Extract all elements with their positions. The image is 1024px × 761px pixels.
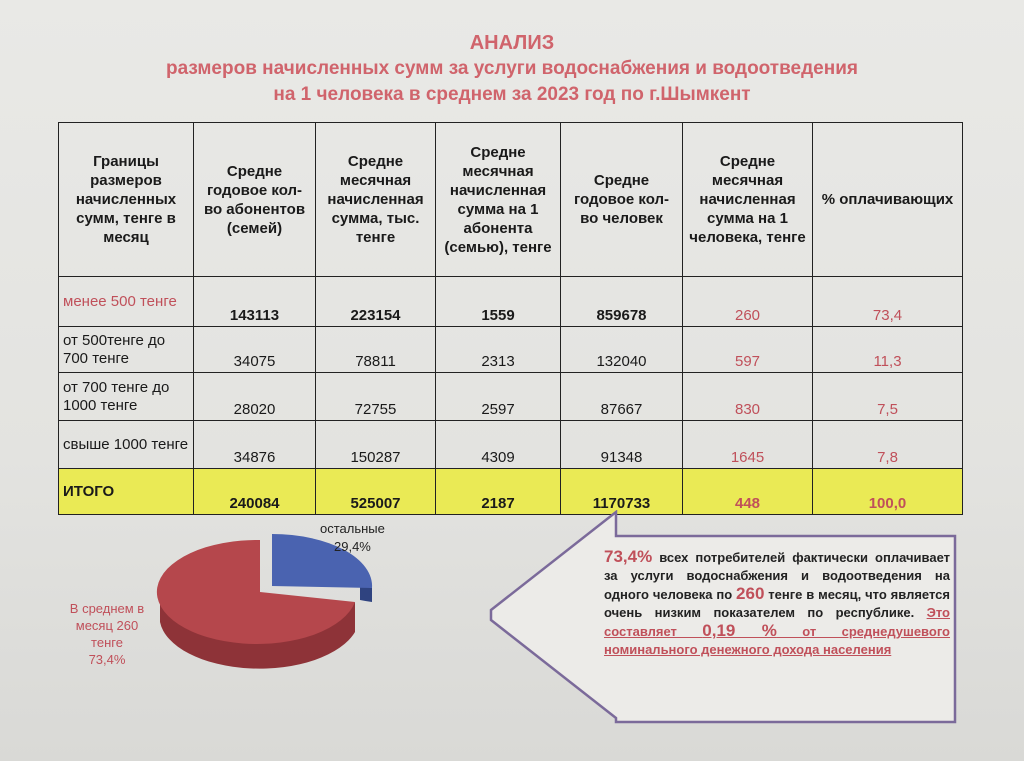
table-row [59,277,963,327]
table-cell: 260 [683,277,813,327]
table-cell: 7,5 [813,373,963,421]
table-cell: 28020 [194,373,316,421]
table-cell: 2313 [436,327,561,373]
table-cell: 859678 [561,277,683,327]
table-cell: 132040 [561,327,683,373]
row-label: от 500тенге до 700 тенге [59,327,194,373]
row-label: от 700 тенге до 1000 тенге [59,373,194,421]
table-cell: 240084 [194,469,316,515]
table-cell: 2187 [436,469,561,515]
table-cell: 597 [683,327,813,373]
table-cell: 7,8 [813,421,963,469]
document-title: АНАЛИЗ [469,32,555,54]
table-total-row [59,469,963,515]
table-cell: 1170733 [561,469,683,515]
row-label: менее 500 тенге [59,277,194,327]
table-row [59,373,963,421]
table-cell: 223154 [316,277,436,327]
table-cell: 448 [683,469,813,515]
table-cell: 34075 [194,327,316,373]
table-cell: 525007 [316,469,436,515]
table-cell: 91348 [561,421,683,469]
column-header: Средне месячная начисленная сумма на 1 человека, тенге [683,123,813,277]
callout-note: 73,4% всех потребителей фактически оплачивает за услуги водоснабжения и водоотведения на одного человека по 260 тенге в месяц, что является очень низким показателем по республике. Это составляет 0,19 % от среднедушевого номинального денежного дохода населения [604,547,950,657]
table-cell: 87667 [561,373,683,421]
pie-label-other: остальные 29,4% [320,521,385,554]
table-row [59,421,963,469]
table-cell: 11,3 [813,327,963,373]
analysis-table [58,122,963,515]
document-subtitle-line2: на 1 человека в среднем за 2023 год по г.Шымкент [273,84,751,105]
table-cell: 78811 [316,327,436,373]
table-header-row [59,123,963,277]
pie-label-main: В среднем в месяц 260 тенге 73,4% [69,601,145,667]
total-label: ИТОГО [59,469,194,515]
table-cell: 143113 [194,277,316,327]
table-cell: 1559 [436,277,561,327]
column-header: Границы размеров начисленных сумм, тенге в месяц [59,123,194,277]
table-cell: 72755 [316,373,436,421]
column-header: Средне месячная начисленная сумма на 1 абонента (семью), тенге [436,123,561,277]
table-row [59,327,963,373]
column-header: Средне месячная начисленная сумма, тыс. тенге [316,123,436,277]
table-cell: 1645 [683,421,813,469]
pie-slice-other-side [360,586,372,602]
table-cell: 100,0 [813,469,963,515]
column-header: Средне годовое кол-во абонентов (семей) [194,123,316,277]
column-header: Средне годовое кол-во человек [561,123,683,277]
table-cell: 73,4 [813,277,963,327]
table-cell: 150287 [316,421,436,469]
table-cell: 830 [683,373,813,421]
table-cell: 34876 [194,421,316,469]
table-cell: 2597 [436,373,561,421]
row-label: свыше 1000 тенге [59,421,194,469]
document-subtitle-line1: размеров начисленных сумм за услуги водоснабжения и водоотведения [166,58,858,79]
column-header: % оплачивающих [813,123,963,277]
table-cell: 4309 [436,421,561,469]
